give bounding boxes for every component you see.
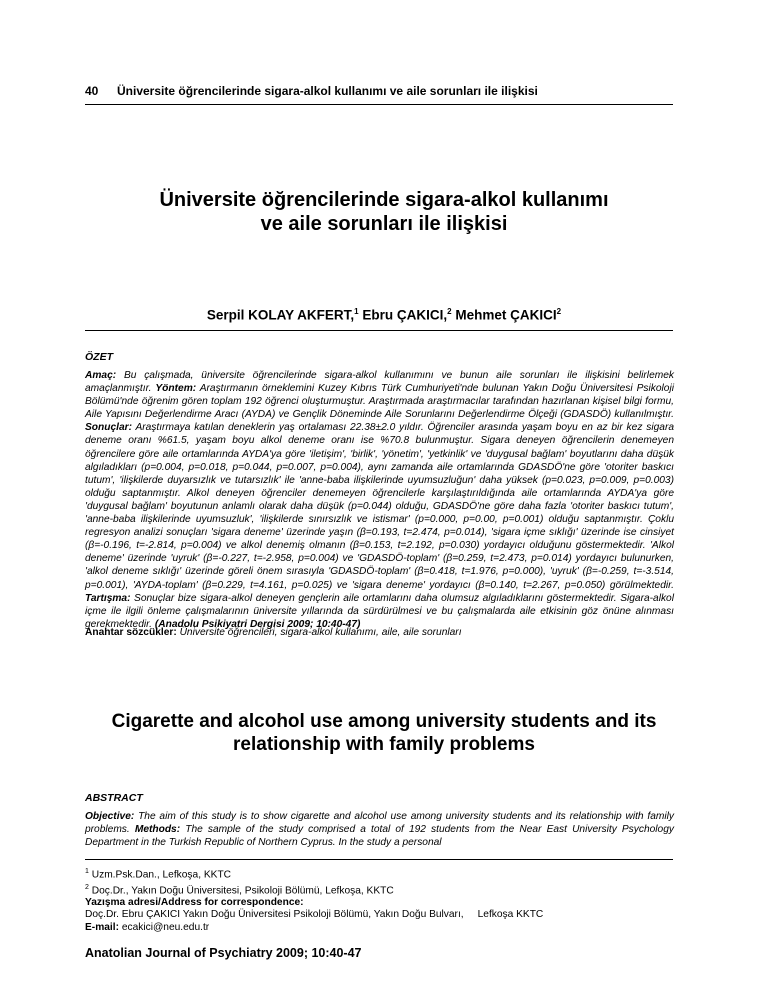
yontem-label: Yöntem: — [155, 383, 197, 395]
correspondence-label: Yazışma adresi/Address for correspondence: — [85, 897, 304, 909]
author-3: Mehmet ÇAKICI — [455, 307, 557, 323]
tartisma-label: Tartışma: — [85, 592, 131, 604]
authors-rule — [85, 330, 673, 331]
header-rule — [85, 104, 673, 105]
footnote-1-marker: 1 — [85, 868, 89, 875]
page-number: 40 — [85, 84, 99, 98]
turkish-abstract — [85, 369, 674, 631]
ozet-heading: ÖZET — [85, 351, 113, 363]
abstract-heading: ABSTRACT — [85, 792, 143, 804]
amac-label: Amaç: — [85, 370, 117, 381]
article-title-english — [85, 710, 683, 756]
sonuclar-text: Araştırmaya katılan deneklerin yaş ortalaması 22.38±2.0 yıldır. Öğrenciler arasında yaşam boyu en az bir kez sigara deneme oranı %61.5, yaşam boyu alkol deneme oranı ise %70.8 bulunmuştur. Sigara deneyen öğrencilerin denemeyen öğrencilere göre aile ortamlarında AYDA'ya göre 'iletişim', 'birlik', 'yönetim', 'yetkinlik' ve 'duygusal bağlam' boyutlarını daha düşük algıladıkları (p=0.004, p=0.018, p=0.044, p=0.007, p=0.004), aynı zamanda aile ortamlarında GDASDÖ'ne göre 'otoriter baskıcı tutum', 'ilişkilerde duyarsızlık ve tutarsızlık' ile 'anne-baba ilişkilerinde uyumsuzluğun' daha yüksek (p=0.023, p=0.009, p=0.003) olduğu saptanmıştır. Alkol deneyen öğrenciler denemeyen öğrencilerle karşılaştırıldığında aile ortamlarında AYDA'ya göre 'duygusal bağlam' boyutunun anlamlı olarak daha düşük (p=0.044) olduğu, GDASDÖ'ne göre daha fazla 'otoriter baskıcı tutum', 'anne-baba ilişkilerinde uyumsuzluk', 'ilişkilerde sınırsızlık ve istismar' (p=0.000, p=0.00, p=0.001) olduğu saptanmıştır. Çoklu regresyon analizi sonuçları 'sigara deneme' üzerinde yaşın (β=0.193, t=2.474, p=0.014), 'sigara içme sıklığı' üzerinde ise cinsiyet (β=-0.196, t=-2.814, p=0.004) ve alkol denemiş olmanın (β=0.153, t=2.192, p=0.030) yordayıcı olduğunu göstermektedir. 'Alkol deneme' üzerinde 'uyruk' (β=-0.227, t=-2.958, p=0.004) ve 'GDASDÖ-toplam' (β=0.259, t=2.473, p=0.014) yordayıcı bulunurken, 'alkol deneme sıklığı' üzerinde göreli önem sırasıyla 'GDASDÖ-toplam' (β=0.418, t=1.976, p=0.000), 'uyruk' (β=-0.259, t=-3.514, p=0.001), 'AYDA-toplam' (β=0.229, t=4.161, p=0.025) ve 'sigara deneme' yordayıcı (β=0.140, t=2.267, p=0.050) görülmektedir. — [85, 422, 675, 591]
yontem-text: Araştırmanın örneklemini Kuzey Kıbrıs Türk Cumhuriyeti'nde bulunan Yakın Doğu Üniversitesi Psikoloji Bölümü'nde öğrenim gören toplam 192 öğrenci oluşturmuştur. Araştırmada araştırmacılar tarafından hazırlanan kişisel bilgi formu, Aile Yapısını Değerlendirme Aracı (AYDA) ve Gençlik Döneminde Aile Sorunlarını Değerlendirme Ölçeği (GDASDÖ) kullanılmıştır. — [85, 383, 674, 421]
amac-text: Bu çalışmada, üniversite öğrencilerinde sigara-alkol kullanımını ve bunun aile sorunları ile ilişkisini belirlemek amaçlanmıştır. — [85, 370, 674, 395]
tartisma-text: Sonuçlar bize sigara-alkol deneyen gençlerin aile ortamlarını daha olumsuz algıladıklarını göstermektedir. Sigara-alkol içme ile ilgili önleme çalışmalarının üniversite yıllarında da sürdürülmesi ve bu çalışmalarda aile etkisinin göz önüne alınması gerekmektedir. — [85, 592, 674, 630]
keywords-text: Üniversite öğrencileri, sigara-alkol kullanımı, aile, aile sorunları — [179, 627, 462, 638]
title-tr-line-1: Üniversite öğrencilerinde sigara-alkol kullanımı — [159, 189, 609, 211]
objective-text: The aim of this study is to show cigarette and alcohol use among university students and its relationship with family problems. — [85, 811, 674, 835]
methods-text: The sample of the study comprised a total of 192 students from the Near East University Psychology Department in the Turkish Republic of Northern Cyprus. In the study a personal — [85, 824, 674, 848]
email-label: E-mail: — [85, 921, 119, 933]
author-1: Serpil KOLAY AKFERT, — [206, 307, 355, 323]
footnote-2-marker: 2 — [85, 883, 89, 891]
correspondence-city: Lefkoşa KKTC — [477, 909, 544, 921]
author-3-affiliation: 2 — [556, 307, 562, 316]
email-line — [85, 922, 685, 934]
author-1-affiliation: 1 — [354, 307, 359, 316]
running-header — [85, 84, 671, 98]
author-2-affiliation: 2 — [447, 307, 452, 316]
correspondence-address: Doç.Dr. Ebru ÇAKICI Yakın Doğu Üniversitesi Psikoloji Bölümü, Yakın Doğu Bulvarı, — [85, 909, 464, 921]
english-abstract — [85, 810, 674, 849]
author-list — [85, 307, 683, 323]
footnote-2 — [85, 882, 685, 898]
correspondence-address-line — [85, 909, 685, 921]
journal-footer: Anatolian Journal of Psychiatry 2009; 10:40-47 — [85, 946, 362, 960]
sonuclar-label: Sonuçlar: — [85, 422, 132, 434]
footnote-1 — [85, 866, 685, 882]
email-address[interactable]: ecakici@neu.edu.tr — [121, 921, 210, 933]
author-2: Ebru ÇAKICI, — [362, 307, 448, 323]
methods-label: Methods: — [134, 824, 181, 835]
running-title: Üniversite öğrencilerinde sigara-alkol kullanımı ve aile sorunları ile ilişkisi — [117, 84, 538, 98]
title-en-line-1: Cigarette and alcohol use among university students and its — [111, 711, 657, 732]
ozet-citation: (Anadolu Psikiyatri Dergisi 2009; 10:40-47) — [154, 618, 361, 630]
title-en-line-2: relationship with family problems — [233, 734, 535, 755]
objective-label: Objective: — [85, 811, 135, 822]
footnote-2-text: Doç.Dr., Yakın Doğu Üniversitesi, Psikoloji Bölümü, Lefkoşa, KKTC — [91, 884, 394, 896]
correspondence-label-line — [85, 897, 685, 909]
footnotes — [85, 866, 685, 934]
article-title-turkish — [85, 188, 683, 236]
keywords — [85, 627, 674, 638]
footnote-rule — [85, 859, 673, 860]
keywords-label: Anahtar sözcükler: — [85, 627, 177, 638]
title-tr-line-2: ve aile sorunları ile ilişkisi — [260, 213, 508, 235]
footnote-1-text: Uzm.Psk.Dan., Lefkoşa, KKTC — [91, 869, 232, 881]
